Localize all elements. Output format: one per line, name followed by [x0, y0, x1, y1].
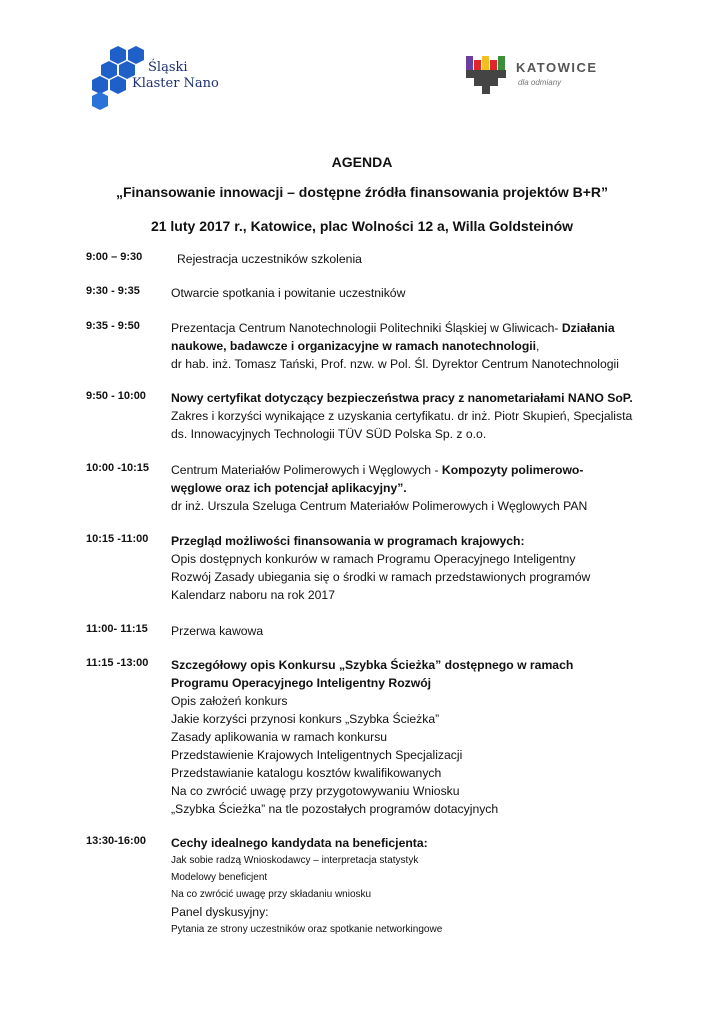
agenda-line: „Szybka Ścieżka” na tle pozostałych programów dotacyjnych	[171, 802, 499, 816]
agenda-line	[171, 337, 619, 355]
agenda-text-bold: naukowe, badawcze i organizacyjne w ramach nanotechnologii	[171, 339, 537, 353]
agenda-line: Cechy idealnego kandydata na beneficjenta:	[171, 836, 428, 850]
logo-line-1: Śląski	[148, 60, 188, 75]
agenda-line: Opis założeń konkurs	[171, 694, 288, 708]
agenda-line: Opis dostępnych konkurów w ramach Programu Operacyjnego Inteligentny	[171, 552, 576, 566]
agenda-description	[171, 532, 590, 604]
agenda-time: 11:15 -13:00	[86, 657, 149, 669]
agenda-time: 11:00- 11:15	[86, 623, 148, 635]
agenda-text: Prezentacja Centrum Nanotechnologii Politechniki Śląskiej w Gliwicach-	[171, 321, 562, 335]
agenda-description	[171, 389, 633, 443]
agenda-description	[171, 622, 263, 640]
agenda-line: Nowy certyfikat dotyczący bezpieczeństwa pracy z nanometariałami NANO SoP.	[171, 391, 633, 405]
agenda-line	[171, 461, 587, 479]
agenda-line: Kalendarz naboru na rok 2017	[171, 588, 335, 602]
agenda-line: Programu Operacyjnego Inteligentny Rozwój	[171, 676, 432, 690]
agenda-line: ds. Innowacyjnych Technologii TÜV SÜD Polska Sp. z o.o.	[171, 427, 487, 441]
agenda-line: Przegląd możliwości finansowania w programach krajowych:	[171, 534, 525, 548]
agenda-time: 13:30-16:00	[86, 835, 146, 847]
agenda-description	[171, 284, 405, 302]
agenda-text: ,	[536, 339, 540, 353]
agenda-line: Jakie korzyści przynosi konkurs „Szybka Ścieżka”	[171, 712, 440, 726]
agenda-line: Na co zwrócić uwagę przy przygotowywaniu Wniosku	[171, 784, 460, 798]
event-date-place: 21 luty 2017 r., Katowice, plac Wolności 12 a, Willa Goldsteinów	[150, 218, 574, 234]
agenda-line	[171, 319, 619, 337]
agenda-time: 9:00 – 9:30	[86, 251, 143, 263]
agenda-line: Rozwój Zasady ubiegania się o środki w ramach przedstawionych programów	[171, 570, 591, 584]
agenda-description	[177, 250, 362, 268]
agenda-description	[171, 656, 573, 818]
agenda-line: Zasady aplikowania w ramach konkursu	[171, 730, 388, 744]
agenda-line: Przedstawianie katalogu kosztów kwalifikowanych	[171, 766, 442, 780]
agenda-line: Panel dyskusyjny:	[171, 905, 269, 919]
agenda-text-bold: Działania	[561, 321, 615, 335]
agenda-line: Modelowy beneficjent	[171, 872, 268, 883]
agenda-heading: AGENDA	[331, 154, 393, 170]
katowice-emblem-icon	[464, 54, 508, 98]
agenda-text-bold: Kompozyty polimerowo-	[441, 463, 584, 477]
logo-line-2: Klaster Nano	[132, 76, 219, 91]
agenda-time: 10:15 -11:00	[86, 533, 149, 545]
agenda-line: Na co zwrócić uwagę przy składaniu wniosku	[171, 889, 372, 900]
agenda-line: Zakres i korzyści wynikające z uzyskania certyfikatu. dr inż. Piotr Skupień, Specjalista	[171, 409, 633, 423]
agenda-time: 9:35 - 9:50	[86, 320, 140, 332]
agenda-line: Rejestracja uczestników szkolenia	[177, 252, 362, 266]
agenda-line: węglowe oraz ich potencjał aplikacyjny”.	[171, 481, 407, 495]
katowice-logo	[464, 54, 614, 100]
agenda-line: Przerwa kawowa	[171, 624, 264, 638]
agenda-description	[171, 461, 587, 515]
event-title: „Finansowanie innowacji – dostępne źródła finansowania projektów B+R”	[115, 184, 609, 200]
logo-wordmark	[132, 60, 219, 92]
agenda-description	[171, 319, 619, 373]
agenda-line: Jak sobie radzą Wnioskodawcy – interpretacja statystyk	[171, 855, 419, 866]
agenda-time: 10:00 -10:15	[86, 462, 149, 474]
katowice-wordmark: KATOWICE	[516, 60, 598, 75]
agenda-line: dr inż. Urszula Szeluga Centrum Materiałów Polimerowych i Węglowych PAN	[171, 499, 588, 513]
agenda-line: Przedstawienie Krajowych Inteligentnych Specjalizacji	[171, 748, 463, 762]
katowice-tagline: dla odmiany	[518, 78, 562, 87]
agenda-description	[171, 834, 442, 938]
agenda-line: Szczegółowy opis Konkursu „Szybka Ścieżka” dostępnego w ramach	[171, 658, 574, 672]
agenda-time: 9:50 - 10:00	[86, 390, 146, 402]
agenda-line: dr hab. inż. Tomasz Tański, Prof. nzw. w Pol. Śl. Dyrektor Centrum Nanotechnologii	[171, 357, 619, 371]
agenda-line: Pytania ze strony uczestników oraz spotkanie networkingowe	[171, 924, 443, 935]
agenda-text: Centrum Materiałów Polimerowych i Węglowych -	[171, 463, 442, 477]
agenda-line: Otwarcie spotkania i powitanie uczestników	[171, 286, 406, 300]
agenda-time: 9:30 - 9:35	[86, 285, 140, 297]
slaski-klaster-nano-logo	[84, 46, 234, 112]
